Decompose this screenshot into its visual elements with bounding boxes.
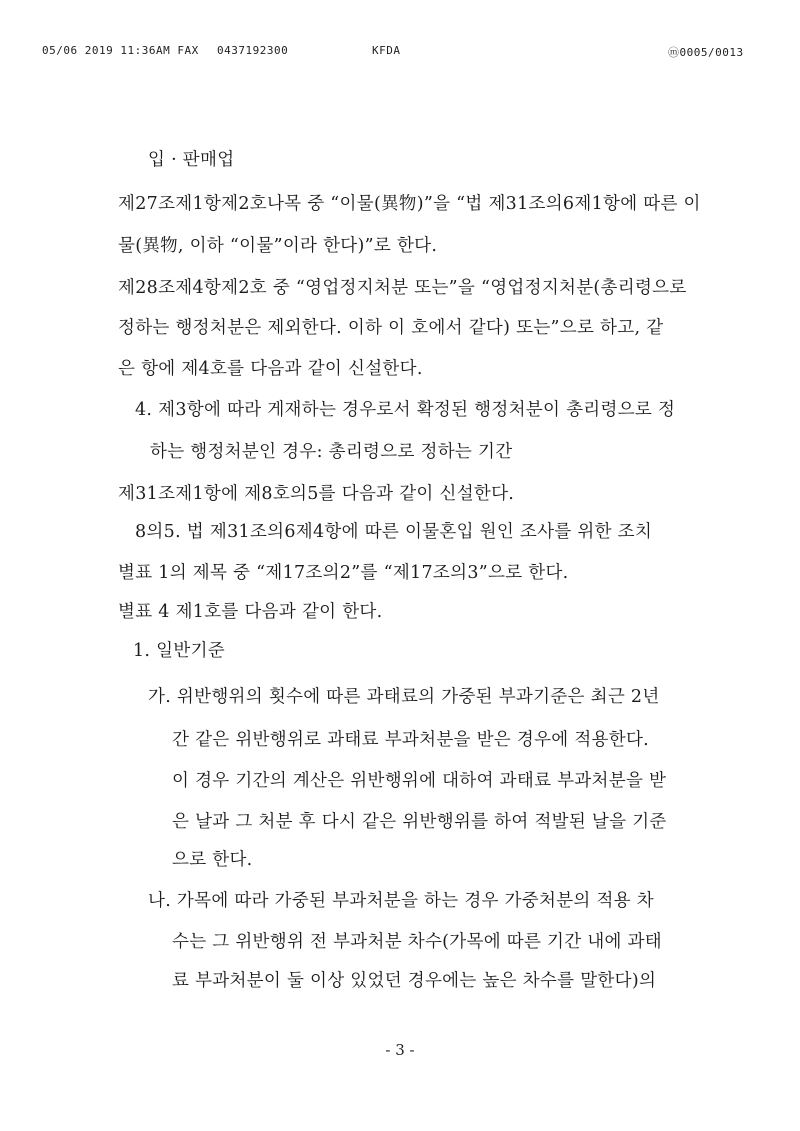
text-line: 료 부과처분이 둘 이상 있었던 경우에는 높은 차수를 말한다)의 (172, 971, 657, 991)
text-line: 4. 제3항에 따라 게재하는 경우로서 확정된 행정처분이 총리령으로 정 (135, 400, 676, 420)
text-line: 하는 행정처분인 경우: 총리령으로 정하는 기간 (150, 442, 513, 462)
text-line: 수는 그 위반행위 전 부과처분 차수(가목에 따른 기간 내에 과태 (172, 932, 663, 952)
text-line: 별표 4 제1호를 다음과 같이 한다. (118, 602, 383, 622)
page-number: - 3 - (385, 1041, 415, 1059)
text-line: 정하는 행정처분은 제외한다. 이하 이 호에서 같다) 또는”으로 하고, 같 (118, 318, 664, 338)
text-line: 간 같은 위반행위로 과태료 부과처분을 받은 경우에 적용한다. (172, 730, 650, 750)
text-line: 8의5. 법 제31조의6제4항에 따른 이물혼입 원인 조사를 위한 조치 (135, 522, 653, 542)
text-line: 입 · 판매업 (148, 150, 235, 170)
text-line: 으로 한다. (172, 850, 253, 870)
text-line: 1. 일반기준 (133, 641, 225, 661)
text-line: 제27조제1항제2호나목 중 “이물(異物)”을 “법 제31조의6제1항에 따른 이 (118, 194, 701, 214)
text-line: 은 항에 제4호를 다음과 같이 신설한다. (118, 359, 423, 379)
fax-sender: KFDA (372, 44, 401, 57)
fax-page-counter: ⓜ0005/0013 (668, 46, 744, 59)
fax-header (0, 44, 800, 60)
text-line: 물(異物, 이하 “이물”이라 한다)”로 한다. (118, 236, 438, 256)
text-line: 가. 위반행위의 횟수에 따른 과태료의 가중된 부과기준은 최근 2년 (148, 687, 660, 707)
fax-datetime: 05/06 2019 11:36AM FAX (42, 44, 199, 57)
text-line: 제28조제4항제2호 중 “영업정지처분 또는”을 “영업정지처분(총리령으로 (118, 278, 687, 298)
fax-number: 0437192300 (217, 44, 289, 57)
text-line: 나. 가목에 따라 가중된 부과처분을 하는 경우 가중처분의 적용 차 (148, 891, 654, 911)
text-line: 별표 1의 제목 중 “제17조의2”를 “제17조의3”으로 한다. (118, 563, 569, 583)
text-line: 이 경우 기간의 계산은 위반행위에 대하여 과태료 부과처분을 받 (172, 771, 667, 791)
text-line: 제31조제1항에 제8호의5를 다음과 같이 신설한다. (118, 484, 515, 504)
text-line: 은 날과 그 처분 후 다시 같은 위반행위를 하여 적발된 날을 기준 (172, 812, 667, 832)
